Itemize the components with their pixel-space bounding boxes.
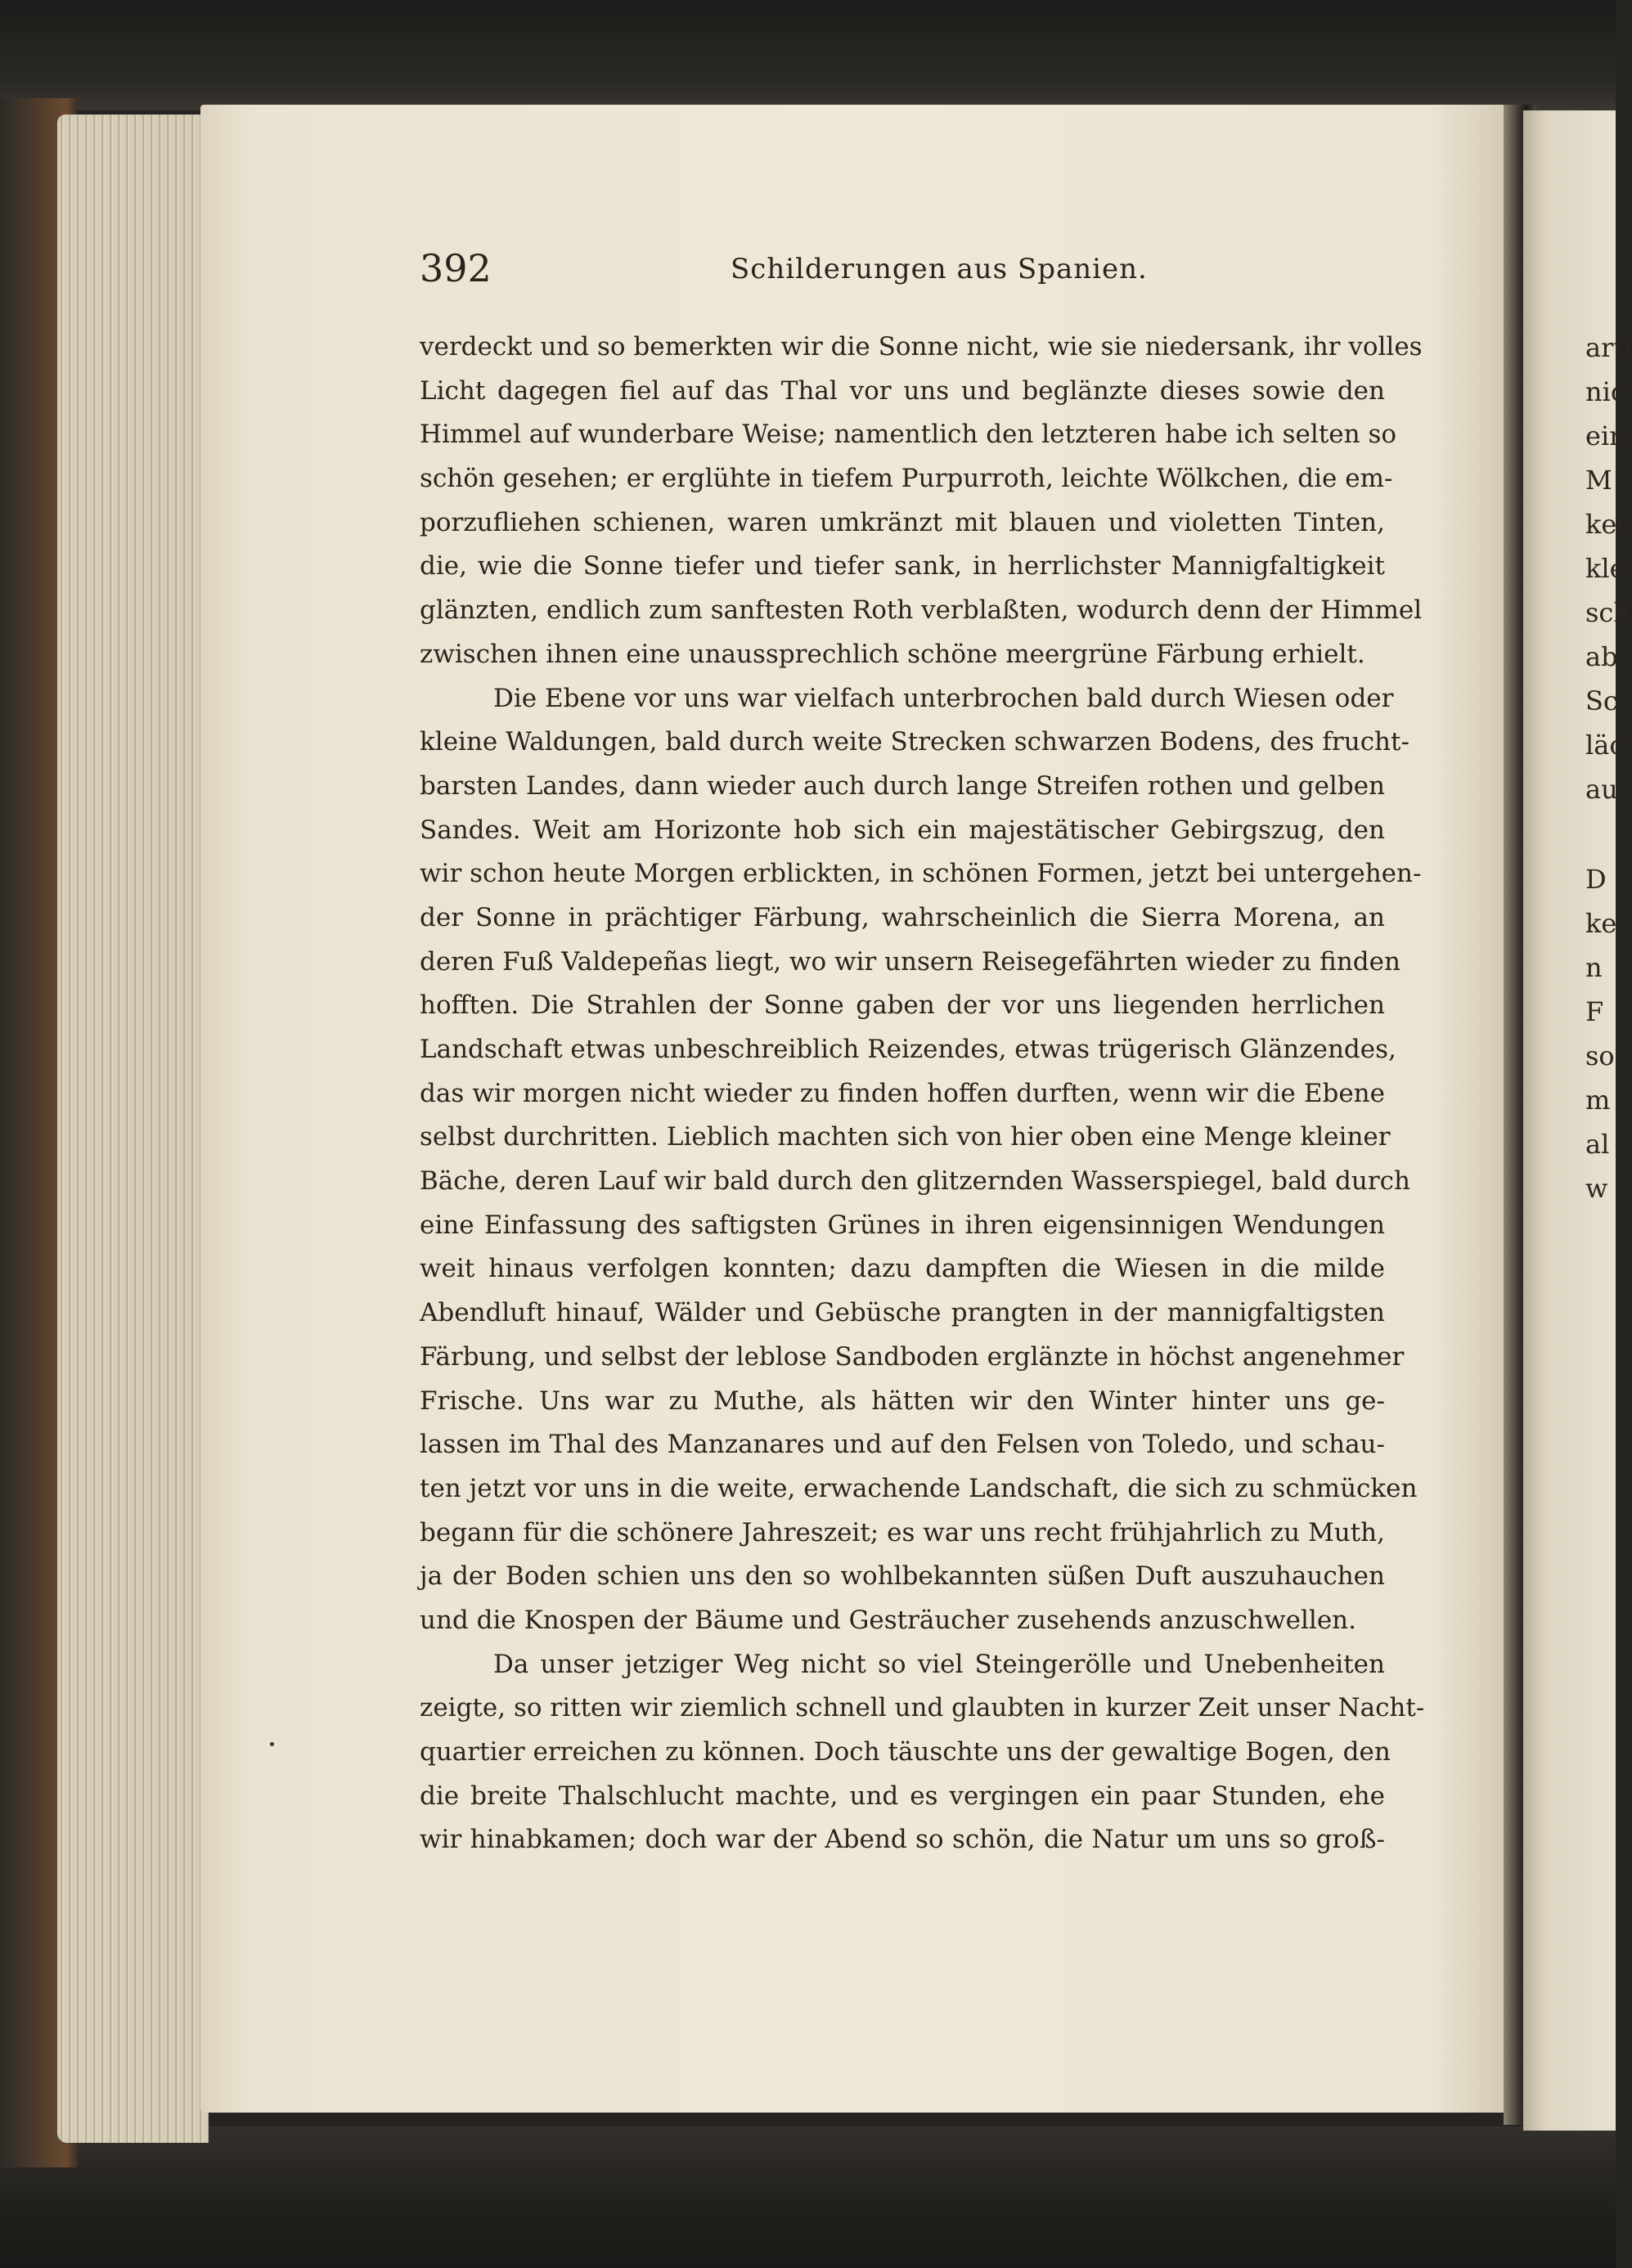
body-text [420,326,1425,1862]
text-line: barsten Landes, dann wieder auch durch lange Streifen rothen und gelben [420,770,1385,801]
facing-page-fragment: al [1585,1129,1610,1160]
text-line: ten jetzt vor uns in die weite, erwachende Landschaft, die sich zu schmücken [420,1473,1418,1503]
text-line: Himmel auf wunderbare Weise; namentlich den letzteren habe ich selten so [420,420,1397,450]
text-line: Abendluft hinauf, Wälder und Gebüsche prangten in der mannigfaltigsten [420,1298,1385,1328]
running-head: Schilderungen aus Spanien. [731,253,1148,285]
facing-page-fragment: arti [1585,332,1632,363]
facing-page-fragment: D [1585,864,1607,895]
text-line: hofften. Die Strahlen der Sonne gaben der vor uns liegenden herrlichen [420,990,1385,1021]
facing-page-fragment: sch [1585,597,1630,628]
facing-page-fragment: F [1585,996,1604,1027]
text-line: begann für die schönere Jahreszeit; es war uns recht frühjahrlich zu Muth, [420,1517,1385,1547]
text-line: porzufliehen schienen, waren umkränzt mit blauen und violetten Tinten, [420,507,1385,537]
facing-page-fragment: ab [1585,641,1618,672]
text-line: deren Fuß Valdepeñas liegt, wo wir unsern Reisegefährten wieder zu finden [420,946,1400,977]
book-bottom-edge [0,2127,1616,2268]
facing-page-fragment: w [1585,1173,1608,1204]
text-line: Landschaft etwas unbeschreiblich Reizendes, etwas trügerisch Glänzendes, [420,1035,1396,1064]
text-line: glänzten, endlich zum sanftesten Roth verblaßten, wodurch denn der Himmel [420,595,1423,626]
text-line: Bäche, deren Lauf wir bald durch den glitzernden Wasserspiegel, bald durch [420,1166,1411,1197]
page-edges [57,115,209,2143]
facing-page-fragment: au [1585,774,1618,805]
text-line: wir hinabkamen; doch war der Abend so schön, die Natur um uns so groß- [420,1825,1385,1855]
facing-page-fragment: so [1585,1040,1615,1071]
text-line: das wir morgen nicht wieder zu finden hoffen durften, wenn wir die Ebene [420,1078,1385,1108]
paragraph-start: Da unser jetziger Weg nicht so viel Steingerölle und Unebenheiten [493,1649,1385,1679]
text-line: kleine Waldungen, bald durch weite Strecken schwarzen Bodens, des frucht- [420,727,1409,757]
text-line: schön gesehen; er erglühte in tiefem Purpurroth, leichte Wölkchen, die em- [420,464,1393,494]
text-line: Frische. Uns war zu Muthe, als hätten wir den Winter hinter uns ge- [420,1386,1385,1416]
text-line: die, wie die Sonne tiefer und tiefer sank, in herrlichster Mannigfaltigkeit [420,551,1385,582]
text-line: verdeckt und so bemerkten wir die Sonne nicht, wie sie niedersank, ihr volles [420,332,1423,362]
facing-page-fragment: ein [1585,420,1626,451]
facing-page-fragment: läc [1585,730,1625,761]
facing-page-fragment: nic [1585,376,1625,407]
text-line: zeigte, so ritten wir ziemlich schnell und glaubten in kurzer Zeit unser Nacht- [420,1693,1425,1723]
facing-page-fragment: M [1585,465,1612,496]
facing-page-fragment: kle [1585,553,1625,584]
text-line: weit hinaus verfolgen konnten; dazu dampften die Wiesen in die milde [420,1254,1385,1284]
page-header [420,244,1385,293]
text-line: eine Einfassung des saftigsten Grünes in ihren eigensinnigen Wendungen [420,1210,1385,1240]
facing-page-fragment: Sc [1585,685,1618,716]
facing-page-fragment: m [1585,1085,1611,1116]
text-line: und die Knospen der Bäume und Gesträucher zusehends anzuschwellen. [420,1605,1356,1635]
facing-page-fragment: kei [1585,509,1625,540]
text-line: selbst durchritten. Lieblich machten sich von hier oben eine Menge kleiner [420,1122,1391,1152]
paragraph-start: Die Ebene vor uns war vielfach unterbrochen bald durch Wiesen oder [493,683,1394,713]
text-line: Färbung, und selbst der leblose Sandboden erglänzte in höchst angenehmer [420,1341,1405,1372]
page-number: 392 [420,246,492,290]
ink-speck [270,1742,274,1746]
text-line: der Sonne in prächtiger Färbung, wahrscheinlich die Sierra Morena, an [420,902,1385,932]
text-line: ja der Boden schien uns den so wohlbekannten süßen Duft auszuhauchen [420,1561,1385,1592]
text-line: quartier erreichen zu können. Doch täuschte uns der gewaltige Bogen, den [420,1737,1391,1767]
text-line: Licht dagegen fiel auf das Thal vor uns und beglänzte dieses sowie den [420,375,1385,406]
text-line: lassen im Thal des Manzanares und auf den Felsen von Toledo, und schau- [420,1430,1385,1460]
text-line: die breite Thalschlucht machte, und es vergingen ein paar Stunden, ehe [420,1781,1385,1811]
facing-page-fragment: n [1585,952,1603,983]
text-line: Sandes. Weit am Horizonte hob sich ein majestätischer Gebirgszug, den [420,815,1385,845]
text-line: zwischen ihnen eine unaussprechlich schöne meergrüne Färbung erhielt. [420,639,1365,669]
book-top-edge [0,0,1616,110]
facing-page [1523,110,1632,2131]
text-line: wir schon heute Morgen erblickten, in schönen Formen, jetzt bei untergehen- [420,859,1422,889]
facing-page-fragment: ke [1585,908,1617,939]
